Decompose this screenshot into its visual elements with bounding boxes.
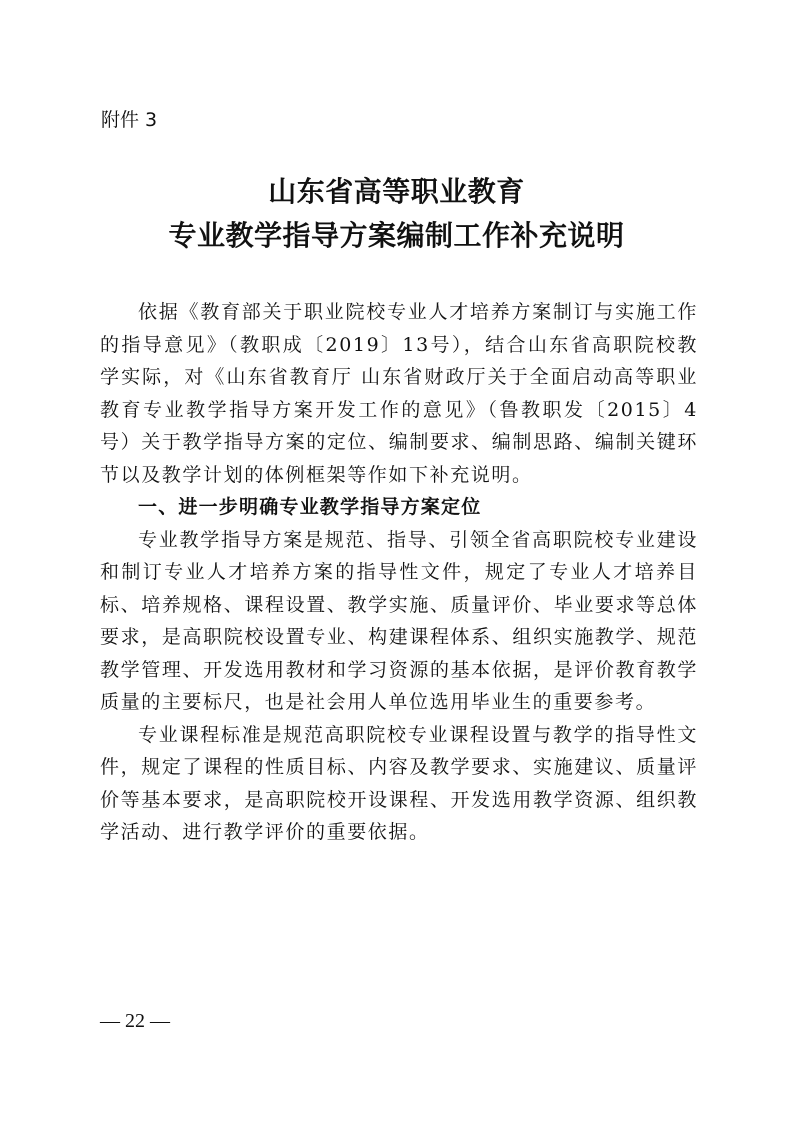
attachment-label: 附件 3 — [101, 109, 158, 131]
document-body — [100, 296, 698, 849]
document-title-line-2: 专业教学指导方案编制工作补充说明 — [168, 219, 625, 252]
paragraph-program-guidance: 专业教学指导方案是规范、指导、引领全省高职院校专业建设和制订专业人才培养方案的指导性文件，规定了专业人才培养目标、培养规格、课程设置、教学实施、质量评价、毕业要求等总体要求，是高职院校设置专业、构建课程体系、组织实施教学、规范教学管理、开发选用教材和学习资源的基本依据，是评价教育教学质量的主要标尺，也是社会用人单位选用毕业生的重要参考。 — [100, 528, 698, 713]
document-title-line-1: 山东省高等职业教育 — [268, 175, 525, 208]
paragraph-intro: 依据《教育部关于职业院校专业人才培养方案制订与实施工作的指导意见》（教职成〔2019〕13号），结合山东省高职院校教学实际，对《山东省教育厅 山东省财政厅关于全面启动高等职业教育专业教学指导方案开发工作的意见》（鲁教职发〔2015〕4号）关于教学指导方案的定位、编制要求、编制思路、编制关键环节以及教学计划的体例框架等作如下补充说明。 — [100, 301, 698, 486]
section-heading: 一、进一步明确专业教学指导方案定位 — [138, 496, 482, 518]
paragraph-course-standard: 专业课程标准是规范高职院校专业课程设置与教学的指导性文件，规定了课程的性质目标、内容及教学要求、实施建议、质量评价等基本要求，是高职院校开设课程、开发选用教学资源、组织教学活动、进行教学评价的重要依据。 — [100, 723, 698, 843]
page-number: — 22 — — [100, 1010, 170, 1032]
